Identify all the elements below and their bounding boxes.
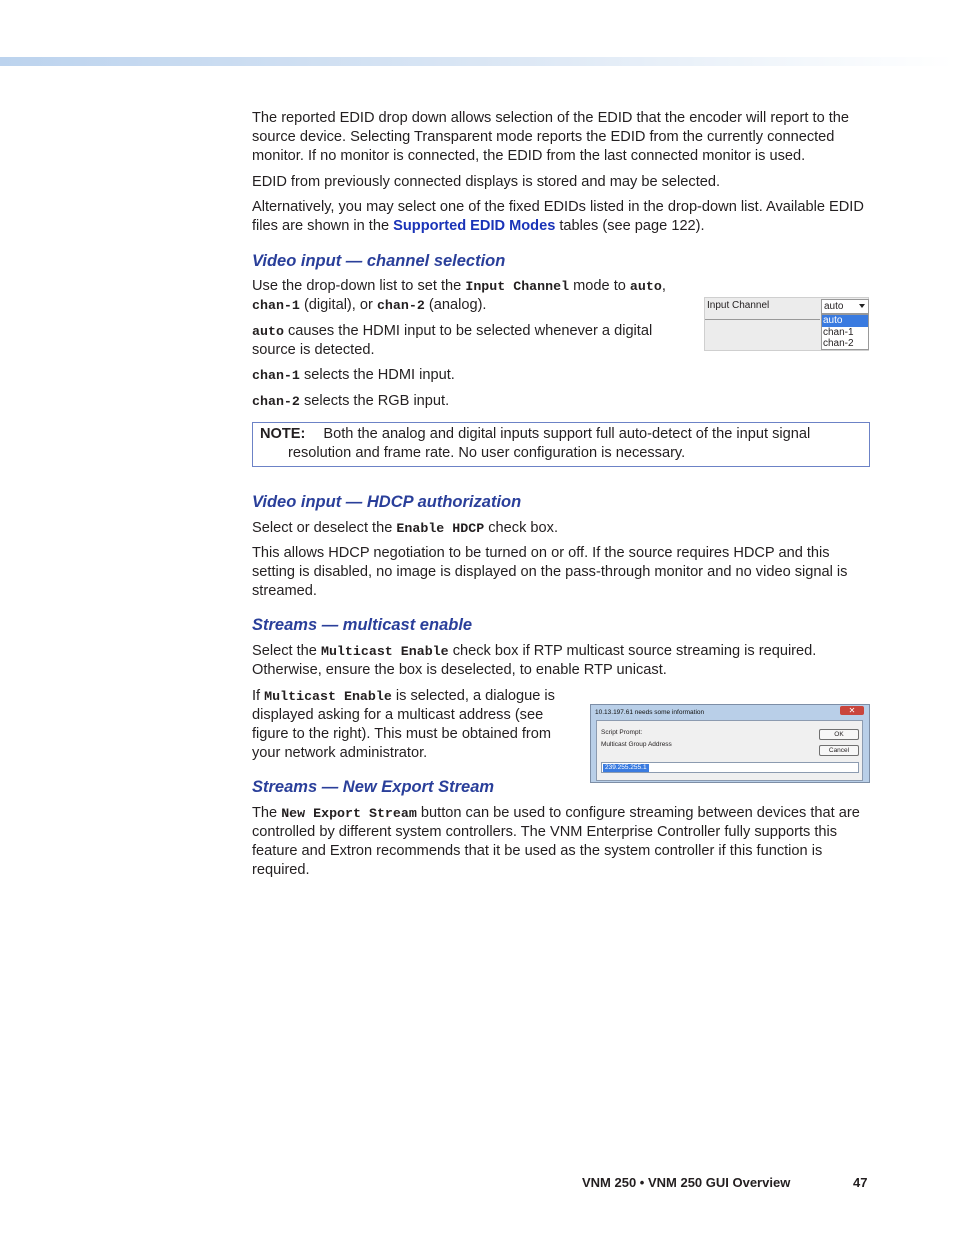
header-band bbox=[0, 57, 954, 66]
input-channel-label: Input Channel bbox=[707, 300, 770, 311]
intro-paragraph: Alternatively, you may select one of the fixed EDIDs listed in the drop-down list. Available EDID files are shown in the Supported EDID Modes tables (see page 122). bbox=[252, 199, 864, 234]
multicast-dialog-figure bbox=[590, 704, 870, 783]
input-channel-figure bbox=[704, 297, 869, 351]
multicast-address-input[interactable]: 239.255.255.1 bbox=[601, 762, 859, 773]
section-heading: Video input — HDCP authorization bbox=[252, 493, 522, 511]
note-text: Both the analog and digital inputs support full auto-detect of the input signal resolution and frame rate. No user configuration is necessary. bbox=[288, 426, 811, 461]
section-heading: Streams — New Export Stream bbox=[252, 778, 495, 796]
note-box bbox=[252, 422, 870, 467]
body-paragraph: If Multicast Enable is selected, a dialogue is displayed asking for a multicast address (see figure to the right). This must be obtained from your network administrator. bbox=[252, 688, 555, 761]
intro-paragraph: EDID from previously connected displays is stored and may be selected. bbox=[252, 174, 721, 190]
page-number: 47 bbox=[853, 1175, 868, 1190]
close-icon[interactable]: ✕ bbox=[840, 706, 864, 715]
section-heading: Video input — channel selection bbox=[252, 252, 506, 270]
dropdown-arrow-icon bbox=[859, 304, 865, 308]
option-chan-1[interactable]: chan-1 bbox=[823, 326, 854, 338]
cancel-button[interactable]: Cancel bbox=[819, 745, 859, 756]
body-paragraph: chan-2 selects the RGB input. bbox=[252, 393, 450, 409]
body-paragraph: Select or deselect the Enable HDCP check box. bbox=[252, 520, 559, 536]
script-prompt-label: Script Prompt: bbox=[601, 729, 643, 736]
option-chan-2[interactable]: chan-2 bbox=[823, 338, 854, 349]
dialog-title: 10.13.197.61 needs some information bbox=[595, 709, 705, 716]
body-paragraph: This allows HDCP negotiation to be turned on or off. If the source requires HDCP and this setting is disabled, no image is displayed on the pass-through monitor and no video signal is streamed. bbox=[252, 545, 848, 599]
input-channel-select[interactable]: auto bbox=[821, 299, 869, 314]
input-channel-options bbox=[821, 314, 869, 350]
body-paragraph: Use the drop-down list to set the Input Channel mode to auto, chan-1 (digital), or chan-2 (analog). bbox=[252, 278, 666, 313]
note-label: NOTE: bbox=[260, 426, 306, 442]
page-footer bbox=[582, 1175, 868, 1190]
body-paragraph: Select the Multicast Enable check box if RTP multicast source streaming is required. Otherwise, ensure the box is deselected, to enable RTP unicast. bbox=[252, 643, 817, 678]
dialog-body bbox=[596, 720, 863, 781]
divider bbox=[705, 319, 820, 320]
body-paragraph: chan-1 selects the HDMI input. bbox=[252, 367, 455, 383]
multicast-address-label: Multicast Group Address bbox=[601, 741, 672, 748]
section-heading: Streams — multicast enable bbox=[252, 616, 473, 634]
ok-button[interactable]: OK bbox=[819, 729, 859, 740]
supported-edid-modes-link[interactable]: Supported EDID Modes bbox=[393, 218, 556, 234]
body-paragraph: The New Export Stream button can be used to configure streaming between devices that are controlled by different system controllers. The VNM Enterprise Controller fully supports this feature and Extron recommends that it be used as the system controller if this function is required. bbox=[252, 805, 860, 878]
footer-title: VNM 250 • VNM 250 GUI Overview bbox=[582, 1175, 791, 1190]
body-paragraph: auto causes the HDMI input to be selected whenever a digital source is detected. bbox=[252, 323, 653, 358]
intro-paragraph: The reported EDID drop down allows selection of the EDID that the encoder will report to the source device. Selecting Transparent mode reports the EDID from the currently connected monitor. If no monitor is connected, the EDID from the last connected monitor is used. bbox=[252, 110, 850, 164]
option-auto[interactable]: auto bbox=[822, 315, 868, 327]
